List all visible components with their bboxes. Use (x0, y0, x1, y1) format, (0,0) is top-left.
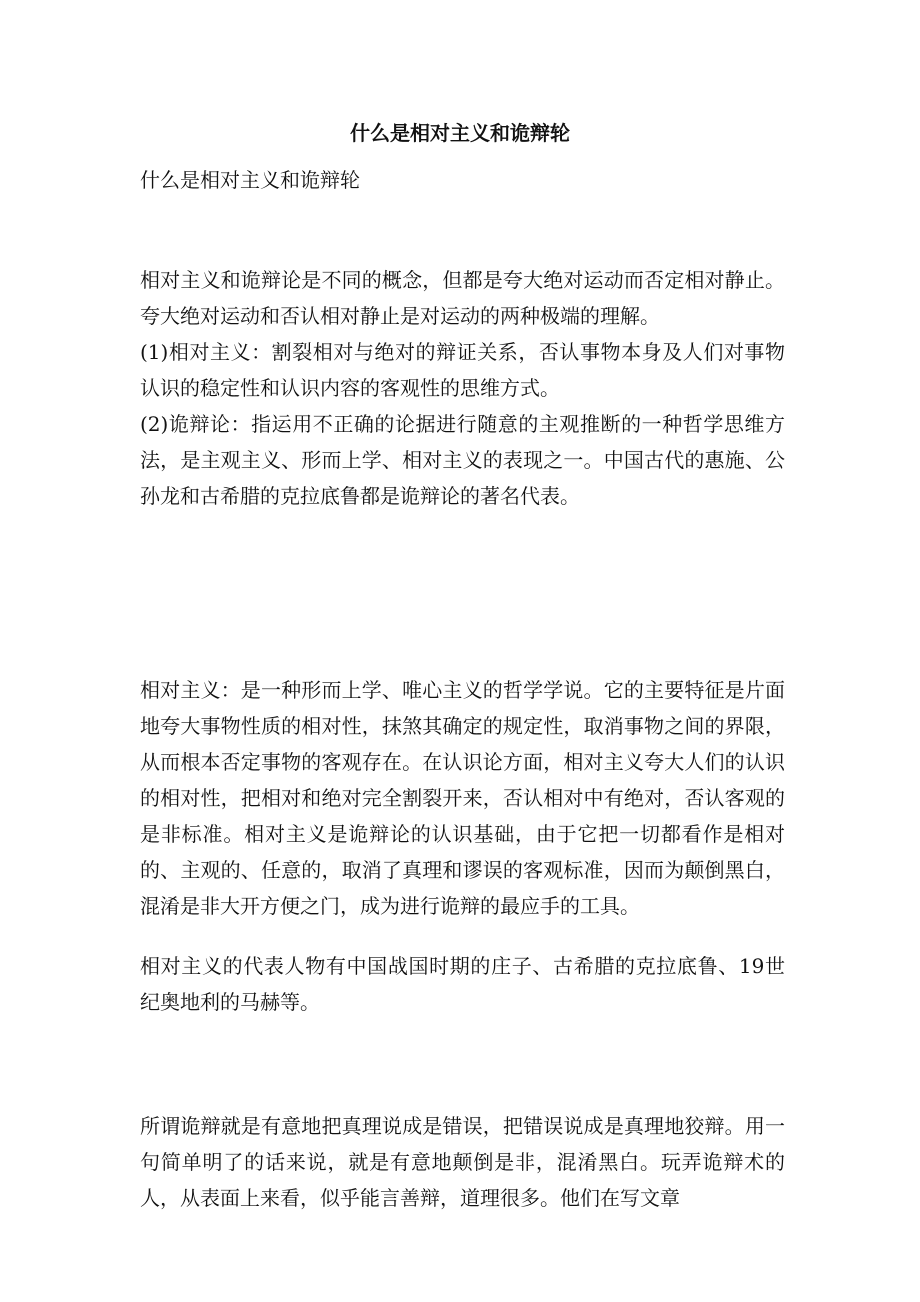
paragraph-sophistry-detail: 所谓诡辩就是有意地把真理说成是错误，把错误说成是真理地狡辩。用一句简单明了的话来说，就是有意地颠倒是非，混淆黑白。玩弄诡辩术的人，从表面上来看，似乎能言善辩，道理很多。他们在写文章 (140, 1114, 785, 1210)
paragraph-relativism-detail: 相对主义：是一种形而上学、唯心主义的哲学学说。它的主要特征是片面地夸大事物性质的相对性，抹煞其确定的规定性，取消事物之间的界限，从而根本否定事物的客观存在。在认识论方面，相对主义夸大人们的认识的相对性，把相对和绝对完全割裂开来，否认相对中有绝对，否认客观的是非标准。相对主义是诡辩论的认识基础，由于它把一切都看作是相对的、主观的、任意的，取消了真理和谬误的客观标准，因而为颠倒黑白，混淆是非大开方便之门，成为进行诡辩的最应手的工具。 (140, 678, 785, 918)
paragraph-intro: 相对主义和诡辩论是不同的概念，但都是夸大绝对运动而否定相对静止。夸大绝对运动和否认相对静止是对运动的两种极端的理解。 (140, 268, 785, 328)
paragraph-sophistry-definition: (2)诡辩论：指运用不正确的论据进行随意的主观推断的一种哲学思维方法，是主观主义、形而上学、相对主义的表现之一。中国古代的惠施、公孙龙和古希腊的克拉底鲁都是诡辩论的著名代表。 (140, 412, 785, 508)
document-subtitle: 什么是相对主义和诡辩轮 (140, 168, 360, 192)
document-title: 什么是相对主义和诡辩轮 (350, 121, 570, 145)
paragraph-relativism-representatives: 相对主义的代表人物有中国战国时期的庄子、古希腊的克拉底鲁、19世纪奥地利的马赫等。 (140, 954, 785, 1014)
paragraph-relativism-definition: (1)相对主义：割裂相对与绝对的辩证关系，否认事物本身及人们对事物认识的稳定性和认识内容的客观性的思维方式。 (140, 340, 785, 400)
